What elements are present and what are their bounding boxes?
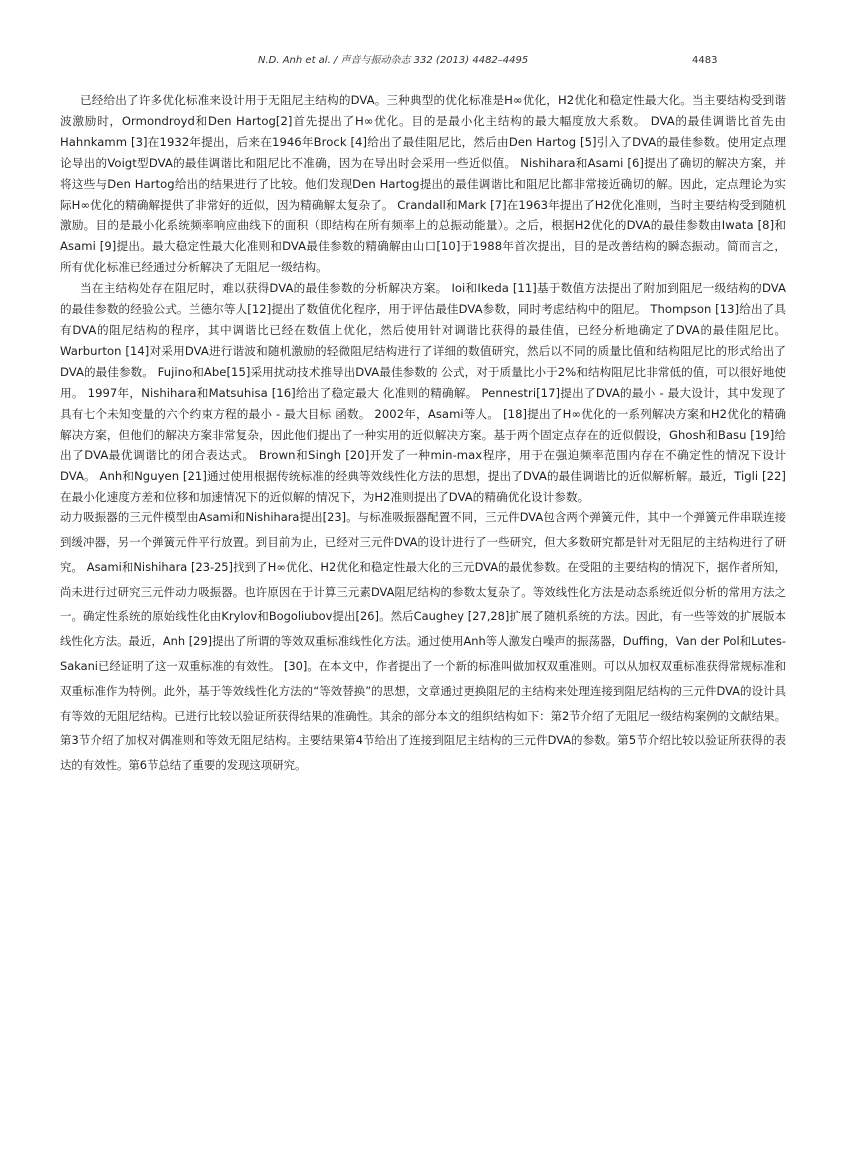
body-text [60, 90, 786, 778]
running-header [0, 53, 846, 69]
journal-citation: N.D. Anh et al. / 声音与振动杂志 332 (2013) 4482–4495 [258, 55, 529, 66]
paragraph-three-element-dva: 动力吸振器的三元件模型由Asami和Nishihara提出[23]。与标准吸振器配置不同，三元件DVA包含两个弹簧元件，其中一个弹簧元件串联连接到缓冲器，另一个弹簧元件平行放置。到目前为止，已经对三元件DVA的设计进行了一些研究，但大多数研究都是针对无阻尼的主结构进行了研究。 Asami和Nishihara [23-25]找到了H∞优化、H2优化和稳定性最大化的三元DVA的最优参数。在受阻的主要结构的情况下，据作者所知，尚未进行过研究三元件动力吸振器。也许原因在于计算三元素DVA阻尼结构的参数太复杂了。等效线性化方法是动态系统近似分析的常用方法之一。确定性系统的原始线性化由Krylov和Bogoliubov提出[26]。然后Caughey [27,28]扩展了随机系统的方法。因此，有一些等效的扩展版本线性化方法。最近，Anh [29]提出了所谓的等效双重标准线性化方法。通过使用Anh等人激发白噪声的振荡器，Duffing，Van der Pol和Lutes-Sakani已经证明了这一双重标准的有效性。 [30]。在本文中，作者提出了一个新的标准叫做加权双重准则。可以从加权双重标准获得常规标准和双重标准作为特例。此外，基于等效线性化方法的“等效替换”的思想，文章通过更换阻尼的主结构来处理连接到阻尼结构的三元件DVA的设计具有等效的无阻尼结构。已进行比较以验证所获得结果的准确性。其余的部分本文的组织结构如下：第2节介绍了无阻尼一级结构案例的文献结果。第3节介绍了加权对偶准则和等效无阻尼结构。主要结果第4节给出了连接到阻尼主结构的三元件DVA的参数。第5节介绍比较以验证所获得的表达的有效性。第6节总结了重要的发现这项研究。 [60, 510, 786, 773]
paragraph-optimization-criteria: 已经给出了许多优化标准来设计用于无阻尼主结构的DVA。三种典型的优化标准是H∞优化，H2优化和稳定性最大化。当主要结构受到谐波激励时，Ormondroyd和Den Hartog[2]首先提出了H∞优化。目的是最小化主结构的最大幅度放大系数。 DVA的最佳调谐比首先由Hahnkamm [3]在1932年提出，后来在1946年Brock [4]给出了最佳阻尼比，然后由Den Hartog [5]引入了DVA的最佳参数。使用定点理论导出的Voigt型DVA的最佳调谐比和阻尼比不准确，因为在导出时会采用一些近似值。 Nishihara和Asami [6]提出了确切的解决方案，并将这些与Den Hartog给出的结果进行了比较。他们发现Den Hartog提出的最佳调谐比和阻尼比都非常接近确切的解。因此，定点理论为实际H∞优化的精确解提供了非常好的近似，因为精确解太复杂了。 Crandall和Mark [7]在1963年提出了H2优化准则，当时主要结构受到随机激励。目的是最小化系统频率响应曲线下的面积（即结构在所有频率上的总振动能量）。之后，根据H2优化的DVA的最佳参数由Iwata [8]和Asami [9]提出。最大稳定性最大化准则和DVA最佳参数的精确解由山口[10]于1988年首次提出，目的是改善结构的瞬态振动。简而言之，所有优化标准已经通过分析解决了无阻尼一级结构。 [60, 93, 786, 275]
page-number: 4483 [692, 55, 718, 66]
paragraph-damped-primary-structure: 当在主结构处存在阻尼时，难以获得DVA的最佳参数的分析解决方案。 Ioi和Ikeda [11]基于数值方法提出了附加到阻尼一级结构的DVA的最佳参数的经验公式。兰德尔等人[12]提出了数值优化程序，用于评估最佳DVA参数，同时考虑结构中的阻尼。 Thompson [13]给出了具有DVA的阻尼结构的程序，其中调谐比已经在数值上优化，然后使用针对调谐比获得的最佳值，已经分析地确定了DVA的最佳阻尼比。 Warburton [14]对采用DVA进行谐波和随机激励的轻微阻尼结构进行了详细的数值研究，然后以不同的质量比值和结构阻尼比的形式给出了DVA的最佳参数。 Fujino和Abe[15]采用扰动技术推导出DVA最佳参数的 公式，对于质量比小于2%和结构阻尼比非常低的值，可以很好地使用。 1997年，Nishihara和Matsuhisa [16]给出了稳定最大 化准则的精确解。 Pennestri[17]提出了DVA的最小 - 最大设计，其中发现了具有七个未知变量的六个约束方程的最小 - 最大目标 函数。 2002年，Asami等人。 [18]提出了H∞优化的一系列解决方案和H2优化的精确解决方案，但他们的解决方案非常复杂，因此他们提出了一种实用的近似解决方案。基于两个固定点存在的近似假设，Ghosh和Basu [19]给出了DVA最优调谐比的闭合表达式。 Brown和Singh [20]开发了一种min-max程序，用于在强迫频率范围内存在不确定性的情况下设计DVA。 Anh和Nguyen [21]通过使用根据传统标准的经典等效线性化方法的思想，提出了DVA的最佳调谐比的近似解析解。最近，Tigli [22]在最小化速度方差和位移和加速情况下的近似解的情况下，为H2准则提出了DVA的精确优化设计参数。 [60, 281, 786, 505]
